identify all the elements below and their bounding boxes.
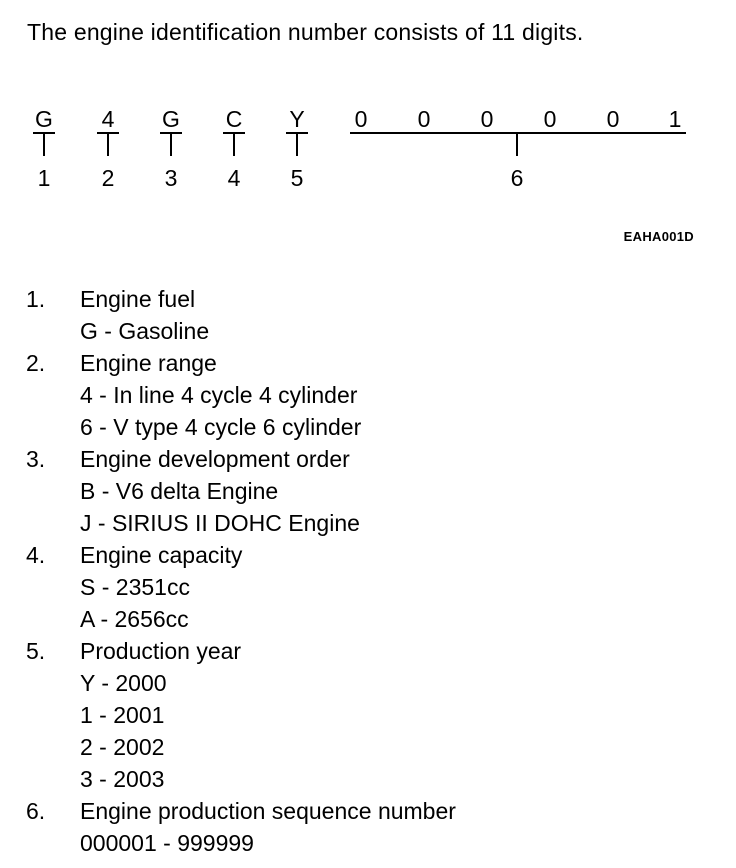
legend-number: 1. (26, 286, 46, 312)
legend-option: 2 - 2002 (80, 734, 165, 760)
code-char-1: G (35, 106, 53, 132)
position-number-4: 4 (227, 165, 241, 191)
legend-option: J - SIRIUS II DOHC Engine (80, 510, 360, 536)
tick-stem-5 (296, 132, 298, 156)
code-char-4: C (225, 106, 243, 132)
legend-item (26, 283, 456, 347)
legend-title: Engine capacity (80, 542, 243, 568)
legend-option: S - 2351cc (80, 574, 190, 600)
code-char-5: Y (289, 106, 305, 132)
tick-stem-1 (43, 132, 45, 156)
tick-stem-3 (170, 132, 172, 156)
sequence-stem (516, 132, 518, 156)
legend-option: B - V6 delta Engine (80, 478, 279, 504)
legend-item (26, 347, 456, 443)
position-number-2: 2 (101, 165, 115, 191)
legend-number: 2. (26, 350, 46, 376)
engine-id-diagram (0, 100, 736, 250)
legend-number: 5. (26, 638, 46, 664)
sequence-bar (350, 132, 686, 134)
position-number-5: 5 (290, 165, 304, 191)
legend-title: Engine fuel (80, 286, 196, 312)
legend-option: 000001 - 999999 (80, 830, 254, 856)
legend-title: Engine production sequence number (80, 798, 456, 824)
legend-option: Y - 2000 (80, 670, 167, 696)
position-number-3: 3 (164, 165, 178, 191)
reference-code: EAHA001D (623, 229, 694, 244)
legend-option: 3 - 2003 (80, 766, 165, 792)
sequence-digit-1: 0 (354, 106, 368, 132)
legend-item (26, 635, 456, 795)
legend-number: 6. (26, 798, 46, 824)
legend-option: A - 2656cc (80, 606, 189, 632)
tick-stem-2 (107, 132, 109, 156)
sequence-digit-6: 1 (668, 106, 682, 132)
legend-title: Engine range (80, 350, 217, 376)
code-char-3: G (162, 106, 180, 132)
legend-title: Engine development order (80, 446, 350, 472)
legend-option: 6 - V type 4 cycle 6 cylinder (80, 414, 362, 440)
legend-number: 4. (26, 542, 46, 568)
legend-number: 3. (26, 446, 46, 472)
position-number-1: 1 (37, 165, 51, 191)
legend-item (26, 539, 456, 635)
position-number-6: 6 (510, 165, 524, 191)
tick-stem-4 (233, 132, 235, 156)
sequence-digit-5: 0 (606, 106, 620, 132)
sequence-digit-4: 0 (543, 106, 557, 132)
legend-title: Production year (80, 638, 242, 664)
intro-text: The engine identification number consists of 11 digits. (27, 19, 584, 45)
legend-option: 1 - 2001 (80, 702, 165, 728)
sequence-digit-3: 0 (480, 106, 494, 132)
legend-item (26, 443, 456, 539)
legend-option: 4 - In line 4 cycle 4 cylinder (80, 382, 358, 408)
sequence-digit-2: 0 (417, 106, 431, 132)
code-char-2: 4 (101, 106, 115, 132)
legend-option: G - Gasoline (80, 318, 210, 344)
legend-item (26, 795, 456, 859)
legend-list (26, 283, 456, 859)
